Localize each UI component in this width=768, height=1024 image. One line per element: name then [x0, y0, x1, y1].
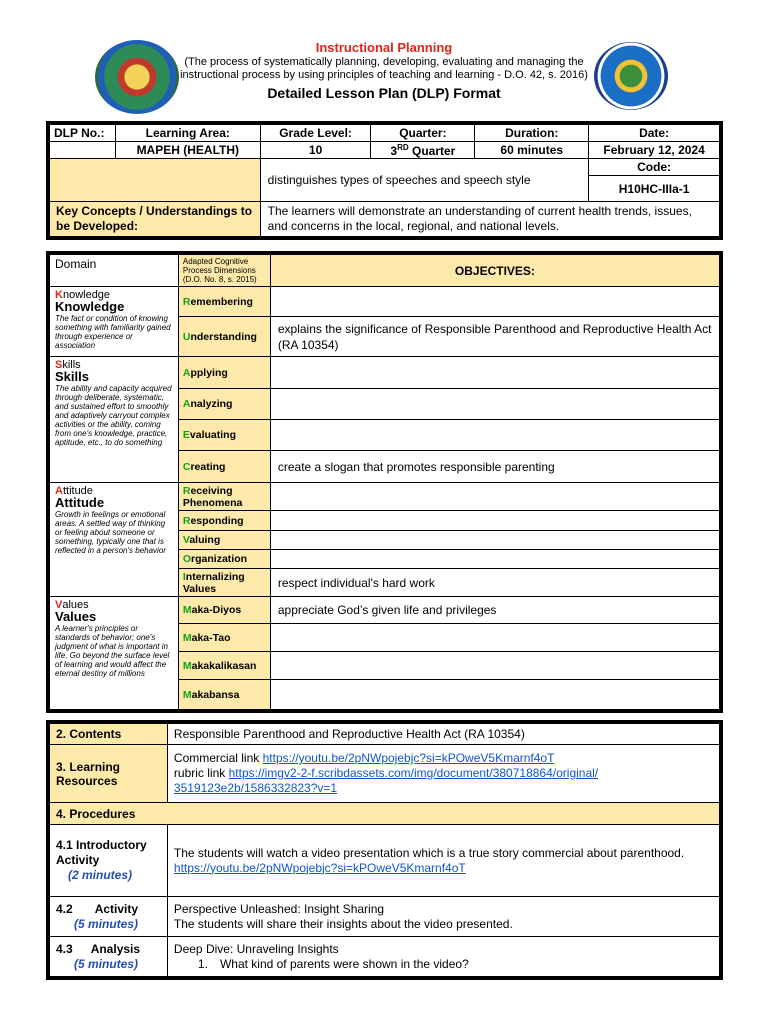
level-organization — [178, 550, 270, 569]
level-rest: eceiving Phenomena — [182, 484, 243, 509]
activity-number: 4.2 — [56, 901, 73, 916]
domain-title: Skills — [55, 369, 89, 384]
domain-initial: K — [55, 289, 63, 301]
domain-initial: A — [55, 485, 63, 497]
level-rest: reating — [190, 460, 226, 473]
objective-cell — [270, 483, 719, 511]
level-rest: esponding — [190, 514, 244, 527]
document-title: Instructional Planning — [315, 40, 453, 55]
rubric-link-part-1[interactable]: https://imgv2-2-f.scribdassets.com/img/document/380718864/original/ — [228, 766, 599, 780]
level-initial: R — [182, 514, 191, 527]
description-line-1: (The process of systematically planning, developing, evaluating and managing the — [184, 56, 584, 68]
level-valuing — [178, 531, 270, 550]
objectives-header: OBJECTIVES: — [270, 255, 719, 287]
level-rest: aluing — [189, 534, 221, 546]
analysis-question — [174, 957, 713, 972]
objective-cell — [270, 550, 719, 569]
commercial-video-link[interactable]: https://youtu.be/2pNWpojebjc?si=kPOweV5Kmarnf4oT — [262, 751, 555, 765]
level-maka-diyos — [178, 597, 270, 624]
level-creating — [178, 451, 270, 483]
quarter-label: Quarter: — [371, 125, 475, 142]
intro-activity-label: 4.1 Introductory Activity — [56, 838, 147, 867]
domain-rest: kills — [62, 359, 81, 371]
analysis-label — [56, 942, 161, 957]
level-rest: valuating — [189, 429, 236, 441]
level-initial: M — [182, 631, 192, 644]
contents-text: Responsible Parenthood and Reproductive Health Act (RA 10354) — [167, 724, 719, 745]
date-label: Date: — [589, 125, 720, 142]
objective-cell — [270, 357, 719, 389]
question-text: What kind of parents were shown in the video? — [219, 956, 469, 971]
objective-cell — [270, 511, 719, 531]
level-receiving-phenomena — [178, 483, 270, 511]
domain-description: A learner's principles or standards of behavior; one's judgment of what is important in life. Go beyond the surface level of learning and would affect the eternal destiny of millions — [55, 624, 170, 678]
intro-activity-text: The students will watch a video presentation which is a true story commercial about parenthood. — [173, 845, 685, 860]
resources-label: 3. Learning Resources — [50, 745, 168, 803]
key-concepts-label: Key Concepts / Understandings to be Developed: — [50, 202, 261, 237]
quarter-word: Quarter — [408, 143, 456, 158]
learning-area-label: Learning Area: — [115, 125, 260, 142]
activity-label — [56, 902, 161, 917]
activity-cell — [167, 897, 719, 937]
objective-cell — [270, 420, 719, 451]
question-number: 1. — [197, 956, 208, 971]
objective-cell — [270, 287, 719, 317]
format-title: Detailed Lesson Plan (DLP) Format — [267, 85, 501, 101]
level-initial: O — [182, 553, 192, 565]
date-value: February 12, 2024 — [589, 142, 720, 159]
level-initial: A — [182, 366, 191, 379]
domain-header: Domain — [50, 255, 179, 287]
grade-level-label: Grade Level: — [260, 125, 371, 142]
domain-initial: V — [55, 599, 63, 611]
grade-level-value: 10 — [260, 142, 371, 159]
document-header — [0, 0, 768, 118]
analysis-minutes: (5 minutes) — [74, 956, 139, 971]
objective-cell: appreciate God’s given life and privileges — [270, 597, 719, 624]
activity-title: Perspective Unleashed: Insight Sharing — [173, 901, 385, 916]
activity-text: The students will share their insights about the video presented. — [173, 916, 513, 931]
domain-title: Knowledge — [55, 299, 125, 314]
contents-label: 2. Contents — [50, 724, 168, 745]
intro-minutes: (2 minutes) — [68, 868, 133, 882]
domain-title: Attitude — [55, 495, 105, 510]
level-rest: rganization — [191, 553, 248, 565]
dlp-no-value — [50, 142, 116, 159]
level-rest: pplying — [190, 366, 228, 379]
level-understanding — [178, 317, 270, 357]
level-initial: C — [182, 460, 191, 473]
level-maka-tao — [178, 624, 270, 652]
level-makakalikasan — [178, 652, 270, 680]
duration-value: 60 minutes — [475, 142, 589, 159]
level-initial: M — [182, 604, 192, 616]
level-rest: akakalikasan — [191, 659, 257, 672]
analysis-number: 4.3 — [56, 941, 73, 956]
level-rest: nalyzing — [190, 398, 233, 410]
level-initial: R — [182, 484, 191, 497]
objective-cell — [270, 389, 719, 420]
intro-activity-cell — [167, 825, 719, 897]
procedures-table — [49, 723, 720, 977]
domain-initial: S — [55, 359, 63, 371]
quarter-suffix: RD — [397, 142, 409, 152]
level-rest: aka-Tao — [191, 631, 231, 644]
objective-cell: create a slogan that promotes responsible parenting — [270, 451, 719, 483]
lesson-info-table — [49, 124, 720, 237]
quarter-number: 3 — [390, 143, 398, 158]
objective-cell: respect individual's hard work — [270, 569, 719, 597]
acpd-header: Adapted Cognitive Process Dimensions (D.O. No. 8, s. 2015) — [178, 255, 270, 287]
level-rest: aka-Diyos — [191, 604, 242, 616]
level-rest: akabansa — [191, 688, 240, 701]
rubric-link-prefix: rubric link — [173, 766, 229, 780]
level-makabansa — [178, 680, 270, 710]
procedures-label: 4. Procedures — [50, 803, 720, 825]
key-concepts-text: The learners will demonstrate an understanding of current health trends, issues, and concerns in the local, regional, and national levels. — [260, 202, 719, 237]
domain-description: The fact or condition of knowing something with familiarity gained through experience or association — [55, 314, 171, 350]
domain-skills — [50, 357, 179, 483]
domain-description: The ability and capacity acquired through deliberate, systematic, and sustained effort to smoothly and adaptively carryout complex activities or the ability, coming from one's knowledge, practice, aptitude, etc., to do something — [55, 384, 172, 447]
activity-title-label: Activity — [94, 901, 139, 916]
domain-attitude — [50, 483, 179, 597]
level-rest: emembering — [190, 295, 253, 308]
analysis-title: Deep Dive: Unraveling Insights — [173, 941, 339, 956]
resources-cell — [167, 745, 719, 803]
level-remembering — [178, 287, 270, 317]
level-initial: I — [182, 570, 186, 583]
dlp-no-label: DLP No.: — [50, 125, 116, 142]
learning-area-value: MAPEH (HEALTH) — [115, 142, 260, 159]
level-analyzing — [178, 389, 270, 420]
level-initial: V — [182, 534, 190, 546]
level-initial: R — [182, 295, 191, 308]
activity-minutes: (5 minutes) — [74, 916, 139, 931]
domain-rest: ttitude — [62, 485, 93, 497]
level-initial: U — [182, 330, 191, 343]
level-responding — [178, 511, 270, 531]
level-initial: A — [182, 398, 191, 410]
commercial-link-prefix: Commercial link — [173, 751, 263, 765]
objective-cell: explains the significance of Responsible Parenthood and Reproductive Health Act (RA 10354) — [270, 317, 719, 357]
objective-cell — [270, 652, 719, 680]
level-rest: nternalizing Values — [182, 570, 245, 595]
code-label: Code: — [589, 159, 720, 176]
domain-title: Values — [55, 609, 97, 624]
rubric-link-part-2[interactable]: 3519123e2b/1586332823?v=1 — [173, 781, 338, 795]
level-evaluating — [178, 420, 270, 451]
intro-activity-label-cell — [50, 825, 168, 897]
description-line-2: instructional process by using principles of teaching and learning - D.O. 42, s. 2016) — [180, 69, 588, 81]
objectives-table — [49, 254, 720, 710]
domain-values — [50, 597, 179, 710]
objective-cell — [270, 680, 719, 710]
domain-rest: alues — [62, 599, 89, 611]
level-internalizing-values — [178, 569, 270, 597]
intro-video-link[interactable]: https://youtu.be/2pNWpojebjc?si=kPOweV5Kmarnf4oT — [173, 860, 466, 875]
domain-knowledge — [50, 287, 179, 357]
domain-rest: nowledge — [62, 289, 111, 301]
objective-cell — [270, 624, 719, 652]
level-initial: M — [182, 688, 192, 701]
level-applying — [178, 357, 270, 389]
activity-label-cell — [50, 897, 168, 937]
analysis-title-label: Analysis — [90, 941, 141, 956]
duration-label: Duration: — [475, 125, 589, 142]
objective-cell — [270, 531, 719, 550]
level-initial: M — [182, 659, 192, 672]
competency-text: distinguishes types of speeches and speech style — [260, 159, 589, 202]
competency-label-cell — [50, 159, 261, 202]
level-rest: nderstanding — [190, 330, 257, 343]
quarter-value — [371, 142, 475, 159]
domain-description: Growth in feelings or emotional areas. A settled way of thinking or feeling about someone or something, typically one that is reflected in a person's behavior — [55, 510, 166, 555]
code-value: H10HC-IIIa-1 — [589, 176, 720, 202]
analysis-cell — [167, 937, 719, 977]
level-initial: E — [182, 429, 190, 441]
analysis-label-cell — [50, 937, 168, 977]
